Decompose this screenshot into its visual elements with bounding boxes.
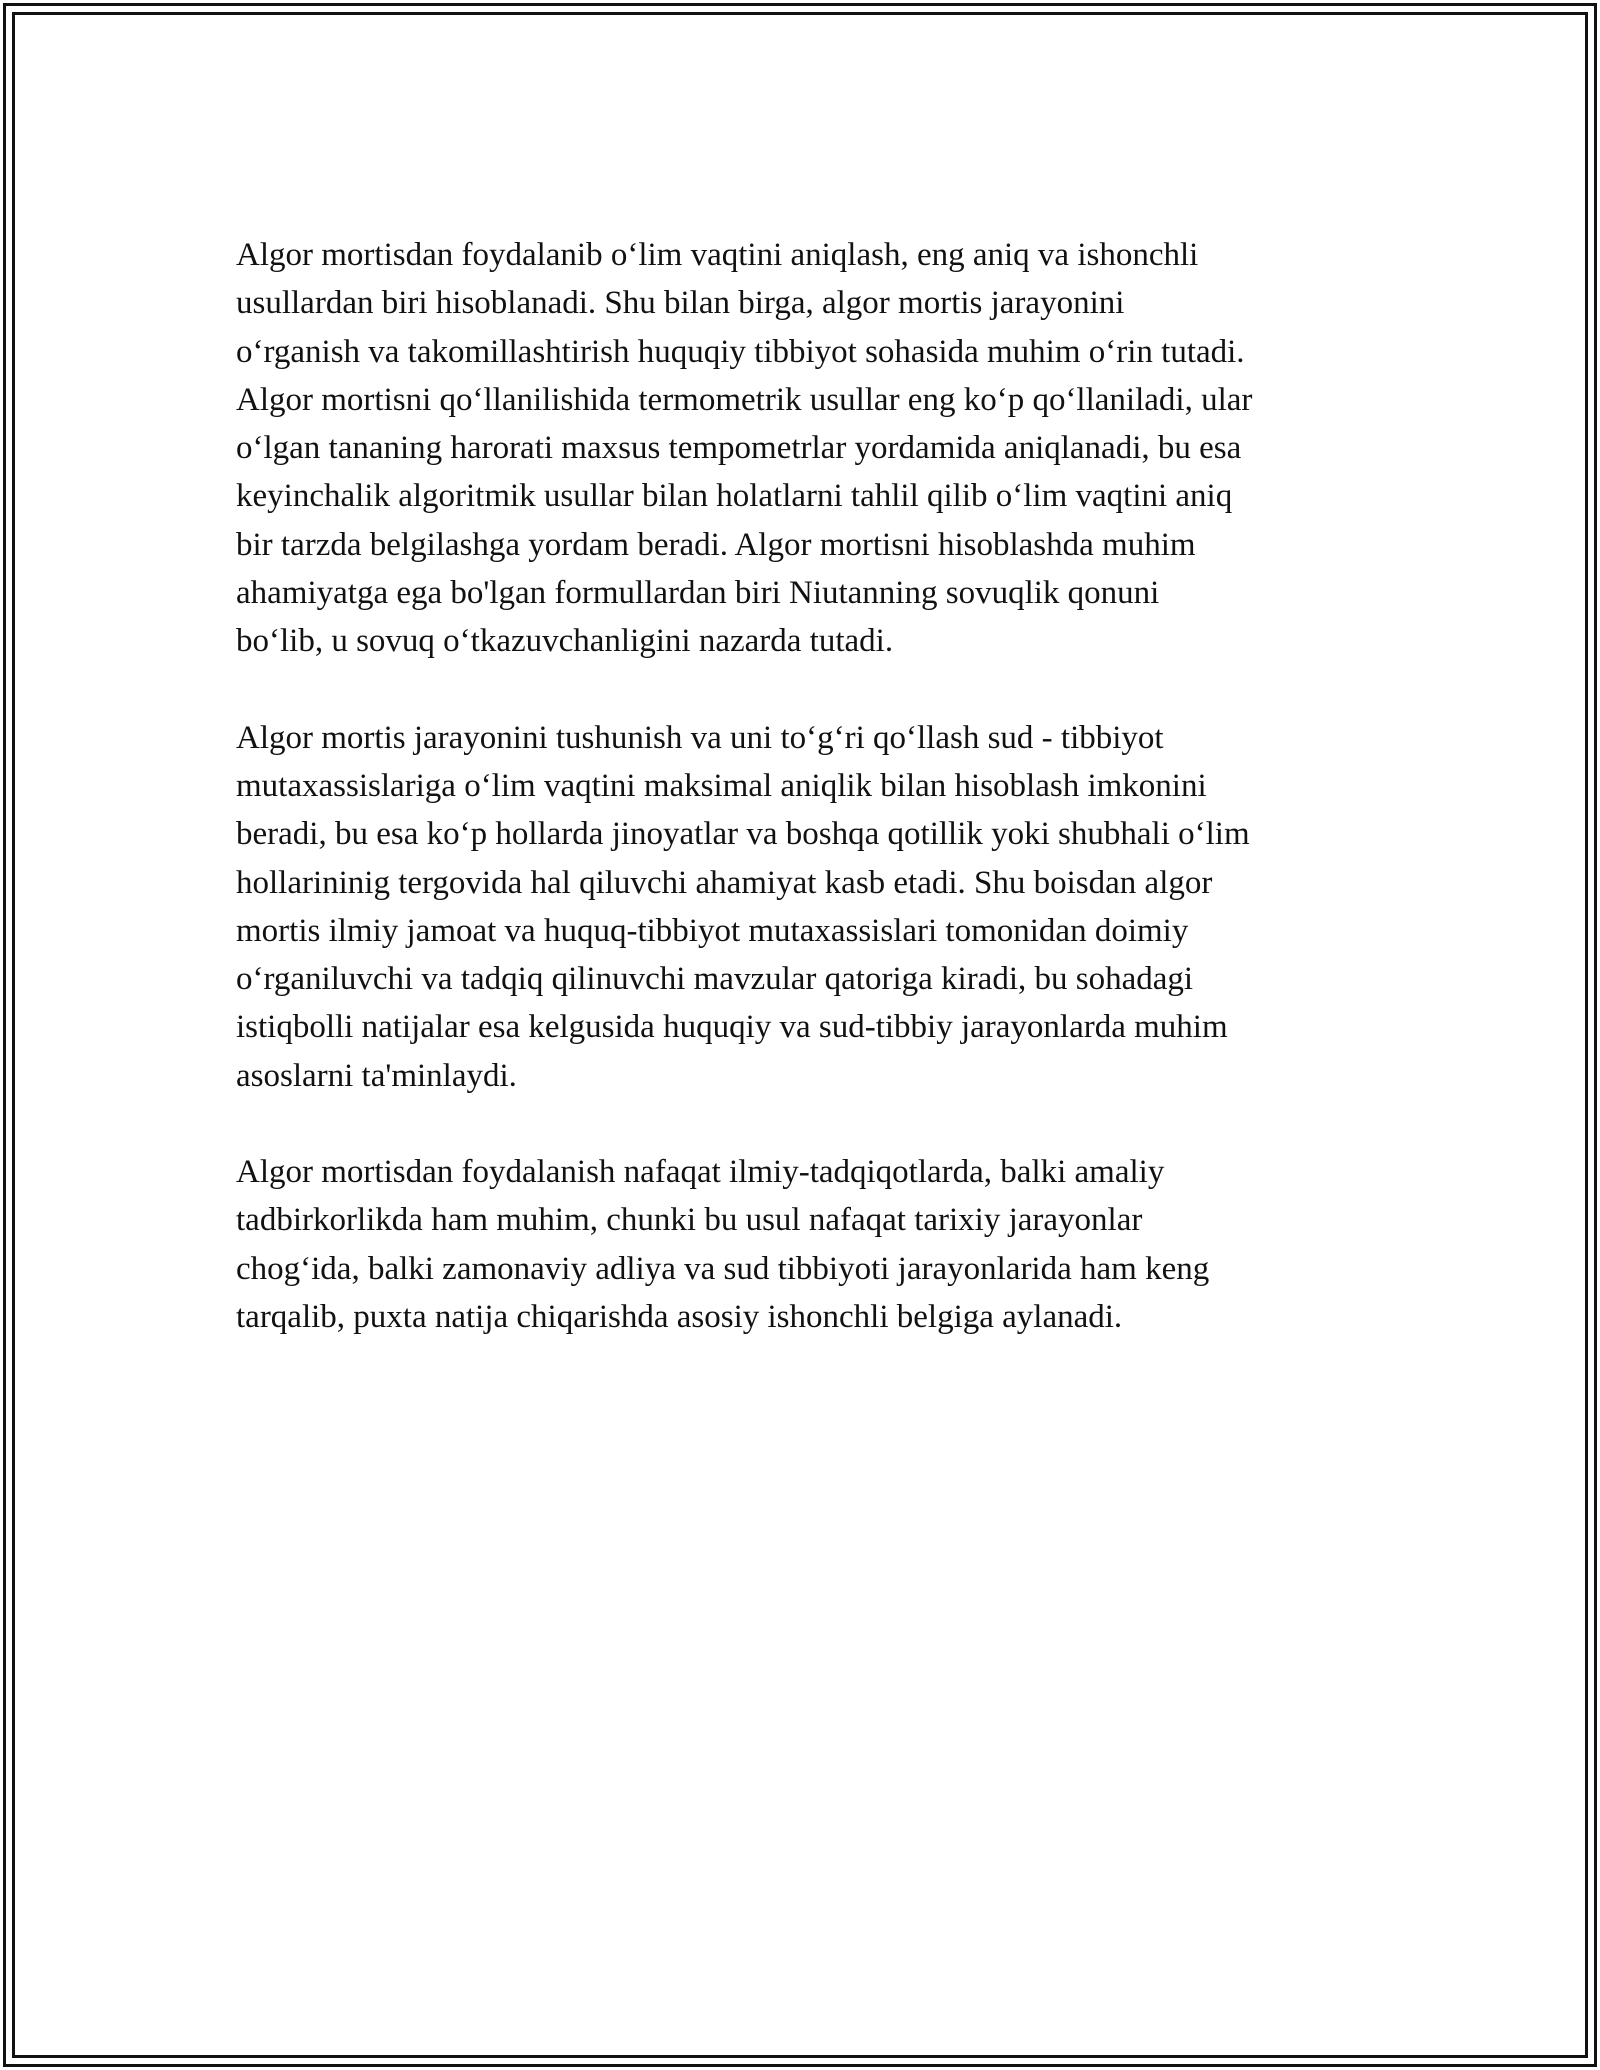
text-line: usullardan biri hisoblanadi. Shu bilan birga, algor mortis jarayonini: [236, 285, 1125, 322]
text-line: Algor mortisni qo‘llanilishida termometrik usullar eng ko‘p qo‘llaniladi, ular: [236, 381, 1253, 418]
text-line: Algor mortisdan foydalanib o‘lim vaqtini aniqlash, eng aniq va ishonchli: [236, 237, 1199, 273]
text-line: o‘rganish va takomillashtirish huquqiy tibbiyot sohasida muhim o‘rin tutadi.: [236, 333, 1245, 370]
text-line: o‘rganiluvchi va tadqiq qilinuvchi mavzular qatoriga kiradi, bu sohadagi: [236, 961, 1194, 998]
paragraph-3: [236, 1148, 1376, 1341]
text-line: tarqalib, puxta natija chiqarishda asosiy ishonchli belgiga aylanadi.: [236, 1298, 1123, 1335]
text-line: o‘lgan tananing harorati maxsus tempometrlar yordamida aniqlanadi, bu esa: [236, 430, 1242, 467]
document-body: [236, 231, 1376, 1389]
text-line: beradi, bu esa ko‘p hollarda jinoyatlar va boshqa qotillik yoki shubhali o‘lim: [236, 816, 1250, 853]
text-line: mortis ilmiy jamoat va huquq-tibbiyot mutaxassislari tomonidan doimiy: [236, 912, 1189, 949]
paragraph-2: [236, 714, 1376, 1100]
text-line: bo‘lib, u sovuq o‘tkazuvchanligini nazarda tutadi.: [236, 623, 894, 660]
text-line: Algor mortisdan foydalanish nafaqat ilmiy-tadqiqotlarda, balki amaliy: [236, 1154, 1165, 1191]
text-line: mutaxassislariga o‘lim vaqtini maksimal aniqlik bilan hisoblash imkonini: [236, 767, 1207, 804]
text-line: asoslarni ta'minlaydi.: [236, 1057, 517, 1094]
text-line: ahamiyatga ega bo'lgan formullardan biri Niutanning sovuqlik qonuni: [236, 575, 1160, 612]
text-line: bir tarzda belgilashga yordam beradi. Algor mortisni hisoblashda muhim: [236, 526, 1196, 563]
text-line: istiqbolli natijalar esa kelgusida huquqiy va sud-tibbiy jarayonlarda muhim: [236, 1009, 1228, 1046]
text-line: chog‘ida, balki zamonaviy adliya va sud tibbiyoti jarayonlarida ham keng: [236, 1250, 1210, 1287]
text-line: Algor mortis jarayonini tushunish va uni to‘g‘ri qo‘llash sud - tibbiyot: [236, 719, 1164, 756]
paragraph-1: [236, 231, 1376, 666]
text-line: keyinchalik algoritmik usullar bilan holatlarni tahlil qilib o‘lim vaqtini aniq: [236, 478, 1233, 515]
text-line: tadbirkorlikda ham muhim, chunki bu usul nafaqat tarixiy jarayonlar: [236, 1202, 1143, 1239]
text-line: hollarininig tergovida hal qiluvchi ahamiyat kasb etadi. Shu boisdan algor: [236, 864, 1213, 901]
